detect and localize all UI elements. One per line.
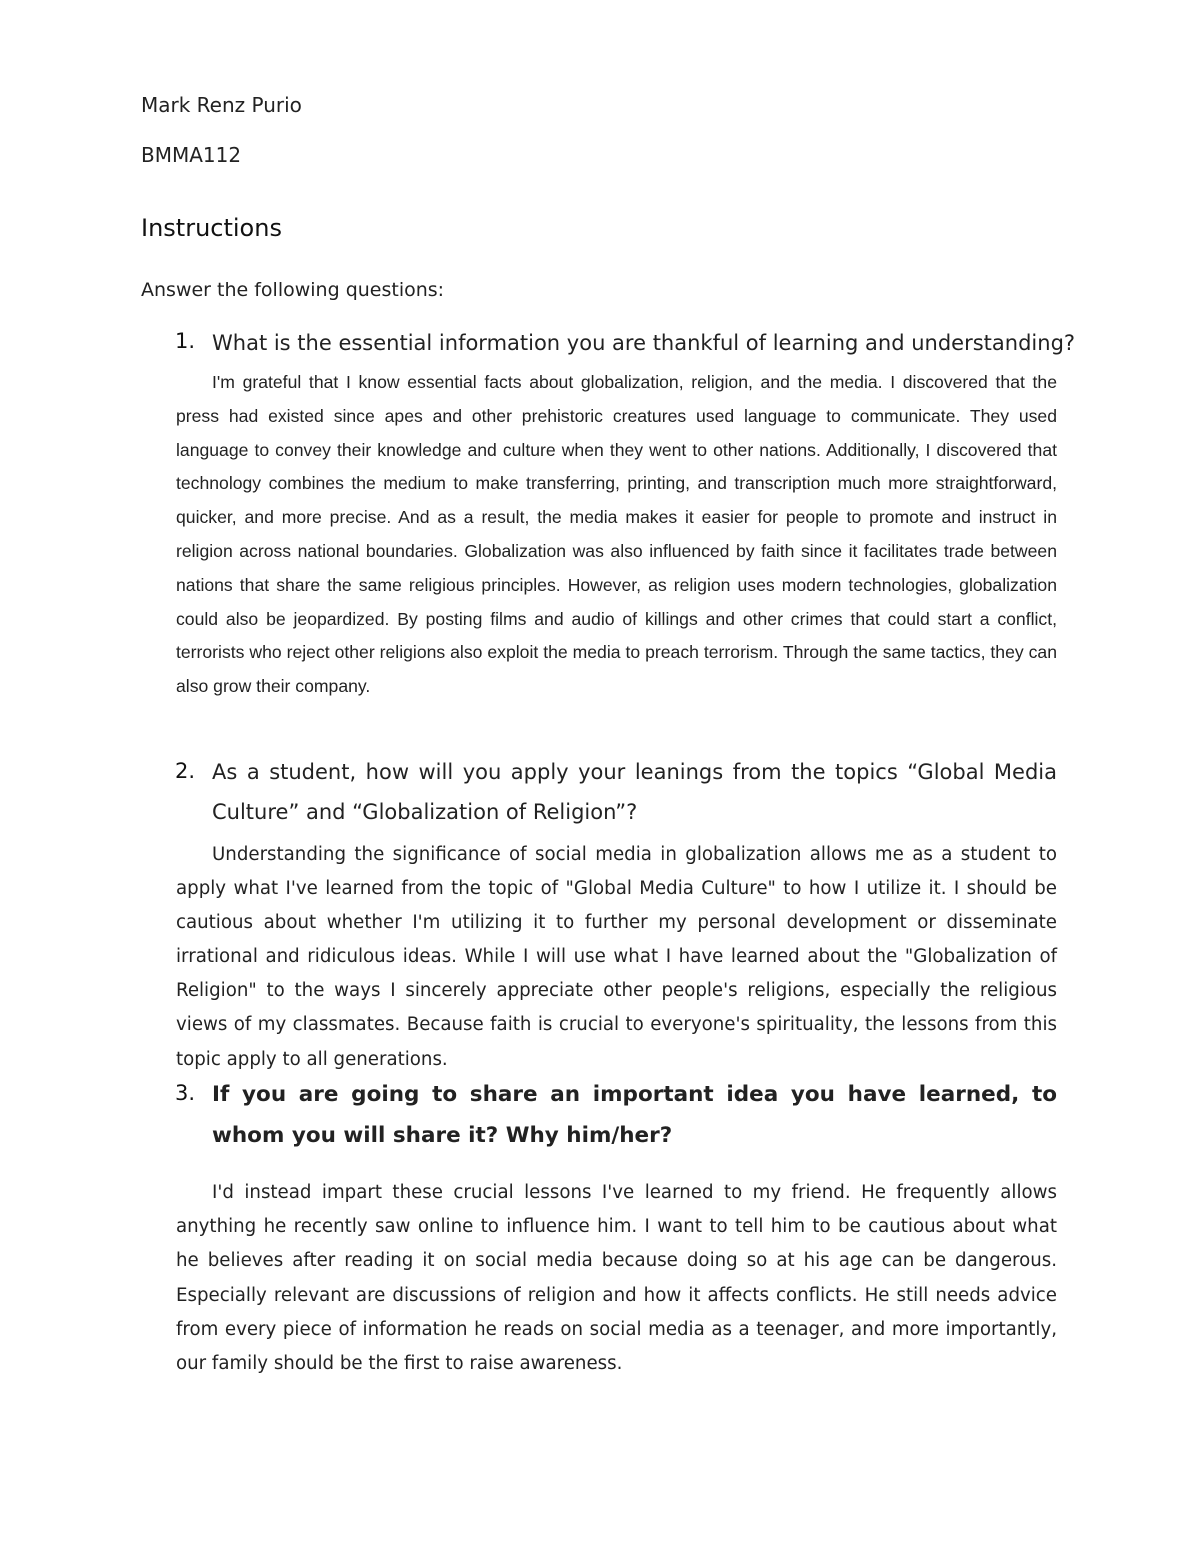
author-name: Mark Renz Purio: [141, 93, 302, 117]
question-2-text: As a student, how will you apply your leanings from the topics “Global Media Culture” and “Globalization of Religion”?: [212, 760, 1057, 824]
question-3-text: If you are going to share an important idea you have learned, to whom you will share it? Why him/her?: [212, 1082, 1057, 1148]
answer-3-text: I'd instead impart these crucial lessons I've learned to my friend. He frequently allows anything he recently saw online to influence him. I want to tell him to be cautious about what he believes after reading it on social media because doing so at his age can be dangerous. Especially relevant are discussions of religion and how it affects conflicts. He still needs advice from every piece of information he reads on social media as a teenager, and more importantly, our family should be the first to raise awareness.: [176, 1182, 1057, 1375]
question-1-number: 1.: [175, 329, 196, 353]
answer-2-text: Understanding the significance of social media in globalization allows me as a student to apply what I've learned from the topic of "Global Media Culture" to how I utilize it. I should be cautious about whether I'm utilizing it to further my personal development or disseminate irrational and ridiculous ideas. While I will use what I have learned about the "Globalization of Religion" to the ways I sincerely appreciate other people's religions, especially the religious views of my classmates. Because faith is crucial to everyone's spirituality, the lessons from this topic apply to all generations.: [176, 844, 1057, 1070]
question-2-number: 2.: [175, 759, 196, 783]
answer-2: [176, 838, 1057, 1077]
answer-3: [176, 1176, 1057, 1381]
question-3-number: 3.: [175, 1081, 196, 1105]
instructions-intro: Answer the following questions:: [141, 279, 445, 301]
course-code: BMMA112: [141, 143, 242, 167]
instructions-heading: Instructions: [141, 214, 282, 242]
question-1-text: What is the essential information you are thankful of learning and understanding?: [212, 331, 1076, 355]
answer-1: [176, 366, 1057, 704]
answer-1-text: I'm grateful that I know essential facts about globalization, religion, and the media. I discovered that the press had existed since apes and other prehistoric creatures used language to communicate. They used language to convey their knowledge and culture when they went to other nations. Additionally, I discovered that technology combines the medium to make transferring, printing, and transcription much more straightforward, quicker, and more precise. And as a result, the media makes it easier for people to promote and instruct in religion across national boundaries. Globalization was also influenced by faith since it facilitates trade between nations that share the same religious principles. However, as religion uses modern technologies, globalization could also be jeopardized. By posting films and audio of killings and other crimes that could start a conflict, terrorists who reject other religions also exploit the media to preach terrorism. Through the same tactics, they can also grow their company.: [176, 372, 1057, 697]
